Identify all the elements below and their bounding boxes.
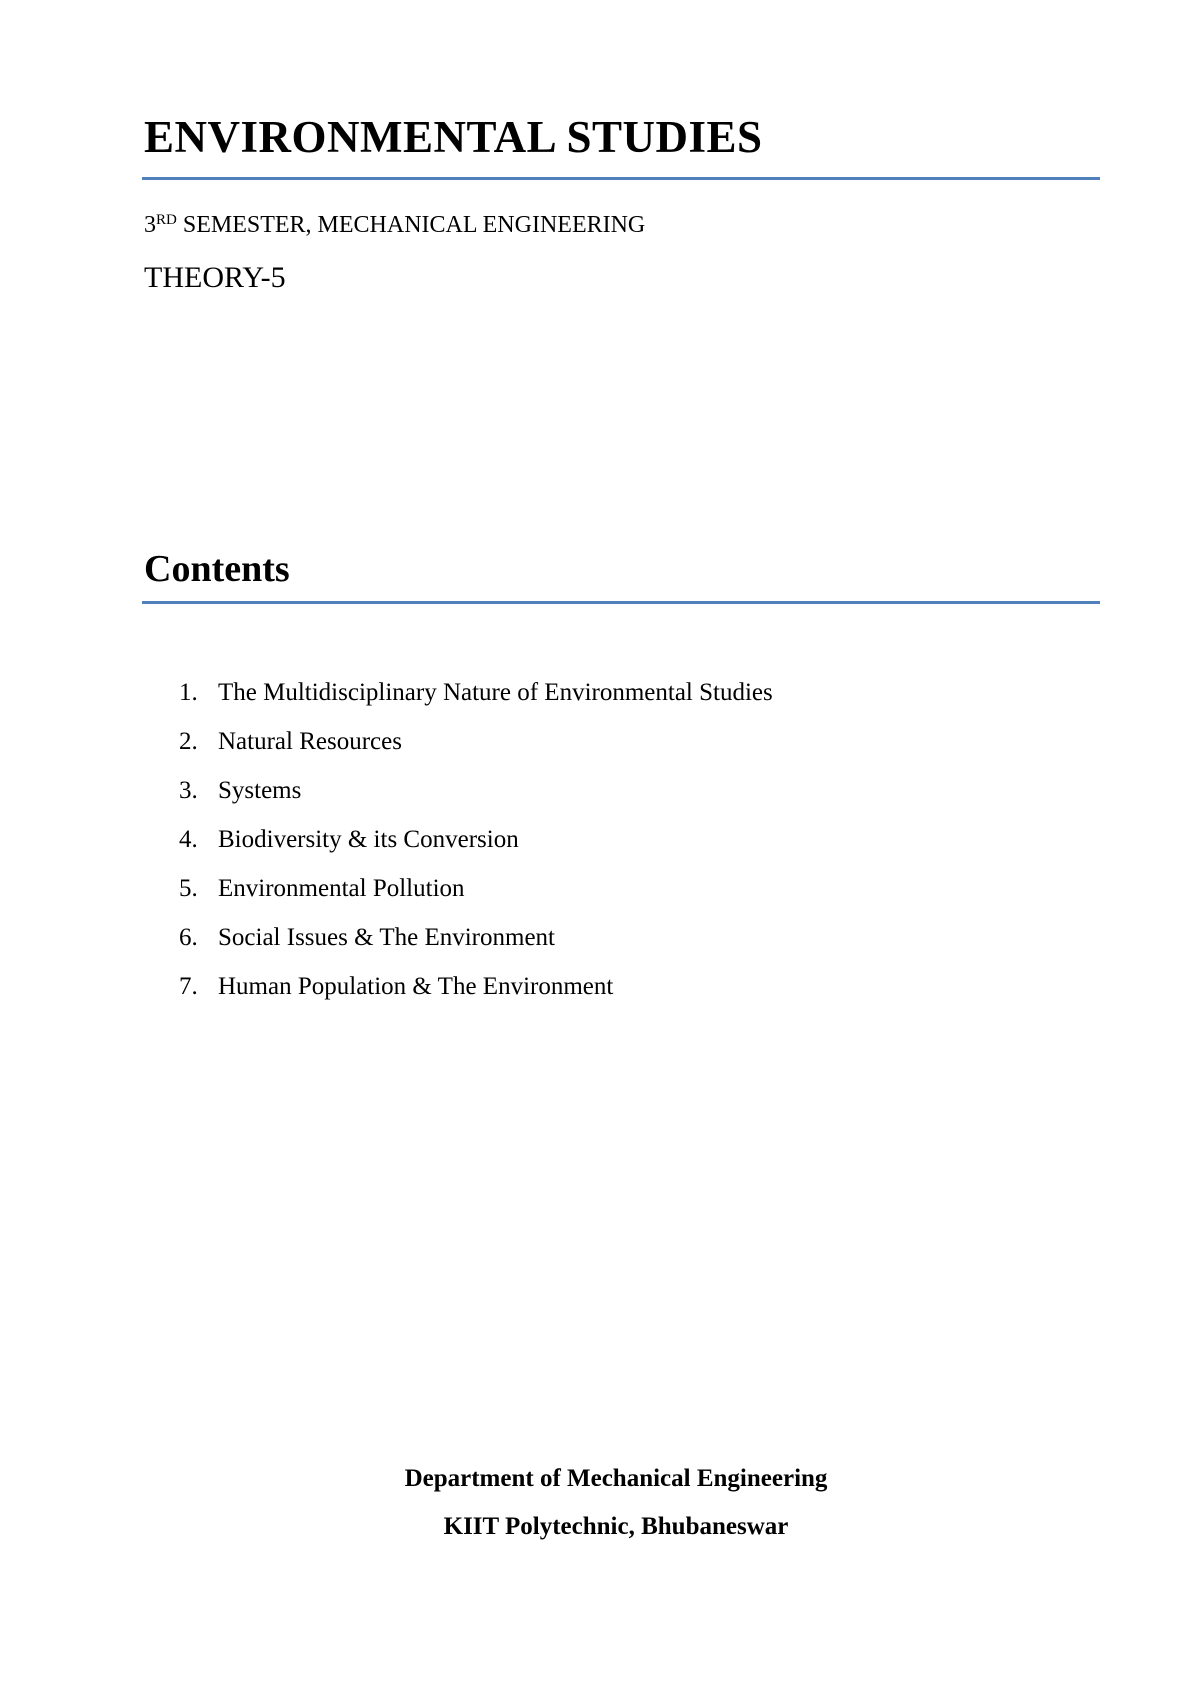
contents-item <box>0 823 1200 872</box>
contents-list <box>0 676 1200 1019</box>
footer <box>0 1455 1200 1551</box>
contents-item-label: Social Issues & The Environment <box>218 924 555 951</box>
contents-item-label: The Multidisciplinary Nature of Environmental Studies <box>218 679 773 706</box>
contents-item-number: 7. <box>179 973 198 1000</box>
contents-item <box>0 676 1200 725</box>
contents-item-label: Biodiversity & its Conversion <box>218 826 519 853</box>
contents-item-label: Human Population & The Environment <box>218 973 614 1000</box>
contents-item <box>0 872 1200 921</box>
contents-item-number: 6. <box>179 924 198 951</box>
contents-item-label: Natural Resources <box>218 728 402 755</box>
contents-item <box>0 774 1200 823</box>
contents-item <box>0 921 1200 970</box>
semester-text: SEMESTER, MECHANICAL ENGINEERING <box>176 212 646 238</box>
contents-item-number: 1. <box>179 679 198 706</box>
contents-item-number: 4. <box>179 826 198 853</box>
semester-number: 3 <box>144 212 156 238</box>
contents-item <box>0 970 1200 1019</box>
theory-label: THEORY-5 <box>144 261 286 294</box>
title-divider <box>142 177 1100 180</box>
contents-item-number: 2. <box>179 728 198 755</box>
semester-line <box>144 212 645 239</box>
contents-item <box>0 725 1200 774</box>
document-title: ENVIRONMENTAL STUDIES <box>144 112 763 162</box>
contents-item-number: 5. <box>179 875 198 902</box>
contents-divider <box>142 601 1100 604</box>
contents-item-number: 3. <box>179 777 198 804</box>
department-name: Department of Mechanical Engineering <box>404 1465 828 1492</box>
contents-item-label: Environmental Pollution <box>218 875 465 902</box>
contents-heading: Contents <box>144 548 290 590</box>
semester-suffix: RD <box>156 212 177 228</box>
institution-name: KIIT Polytechnic, Bhubaneswar <box>443 1513 789 1540</box>
contents-item-label: Systems <box>218 777 302 804</box>
